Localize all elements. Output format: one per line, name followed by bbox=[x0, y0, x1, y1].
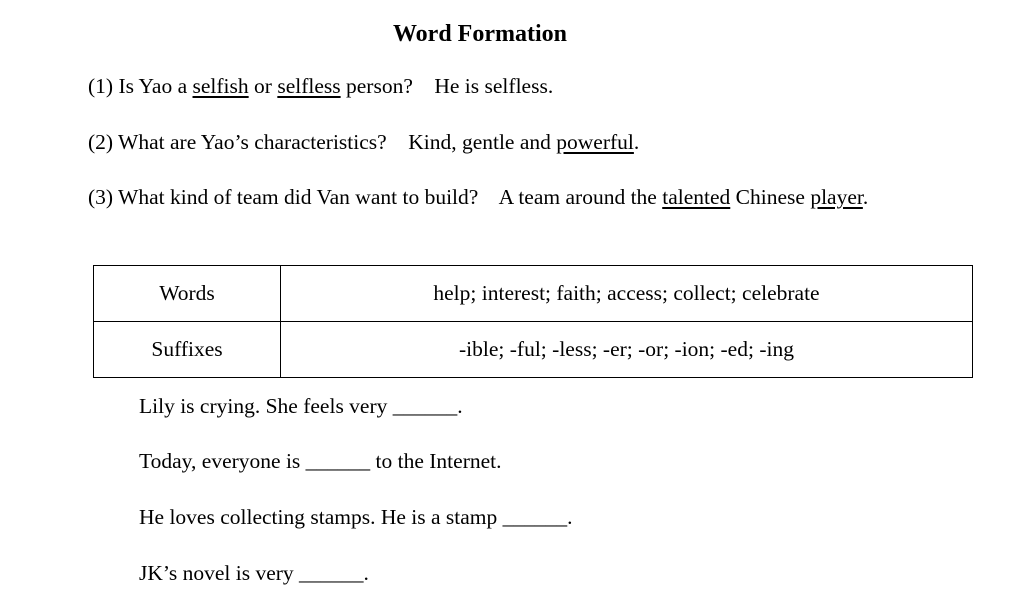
table-row-words bbox=[94, 266, 973, 322]
text-segment: (3) What kind of team did Van want to build? A team around the bbox=[88, 185, 663, 209]
fill-blank-sentence-1: Lily is crying. She feels very ______. bbox=[139, 394, 463, 418]
question-1 bbox=[88, 74, 553, 100]
table-row-suffixes bbox=[94, 322, 973, 378]
text-segment: (1) Is Yao a bbox=[88, 74, 193, 98]
text-segment: or bbox=[248, 74, 278, 98]
text-segment: . bbox=[862, 185, 869, 209]
question-2 bbox=[88, 130, 639, 156]
question-3 bbox=[88, 185, 868, 211]
suffixes-row-content: -ible; -ful; -less; -er; -or; -ion; -ed; -ing bbox=[281, 322, 973, 378]
underlined-word: powerful bbox=[556, 130, 634, 154]
words-suffixes-table bbox=[93, 265, 973, 378]
text-segment: . bbox=[633, 130, 640, 154]
text-segment: (2) What are Yao’s characteristics? Kind, gentle and bbox=[88, 130, 557, 154]
underlined-word: talented bbox=[662, 185, 731, 209]
fill-blank-sentence-4: JK’s novel is very ______. bbox=[139, 561, 369, 585]
words-row-header: Words bbox=[94, 266, 281, 322]
suffixes-row-header: Suffixes bbox=[94, 322, 281, 378]
page-title: Word Formation bbox=[393, 21, 567, 47]
fill-blank-sentence-2: Today, everyone is ______ to the Internet. bbox=[139, 449, 502, 473]
fill-blank-sentence-3: He loves collecting stamps. He is a stamp ______. bbox=[139, 505, 573, 529]
text-segment: person? He is selfless. bbox=[340, 74, 554, 98]
underlined-word: selfish bbox=[192, 74, 249, 98]
words-row-content: help; interest; faith; access; collect; celebrate bbox=[281, 266, 973, 322]
text-segment: Chinese bbox=[730, 185, 811, 209]
underlined-word: selfless bbox=[277, 74, 341, 98]
underlined-word: player bbox=[810, 185, 863, 209]
